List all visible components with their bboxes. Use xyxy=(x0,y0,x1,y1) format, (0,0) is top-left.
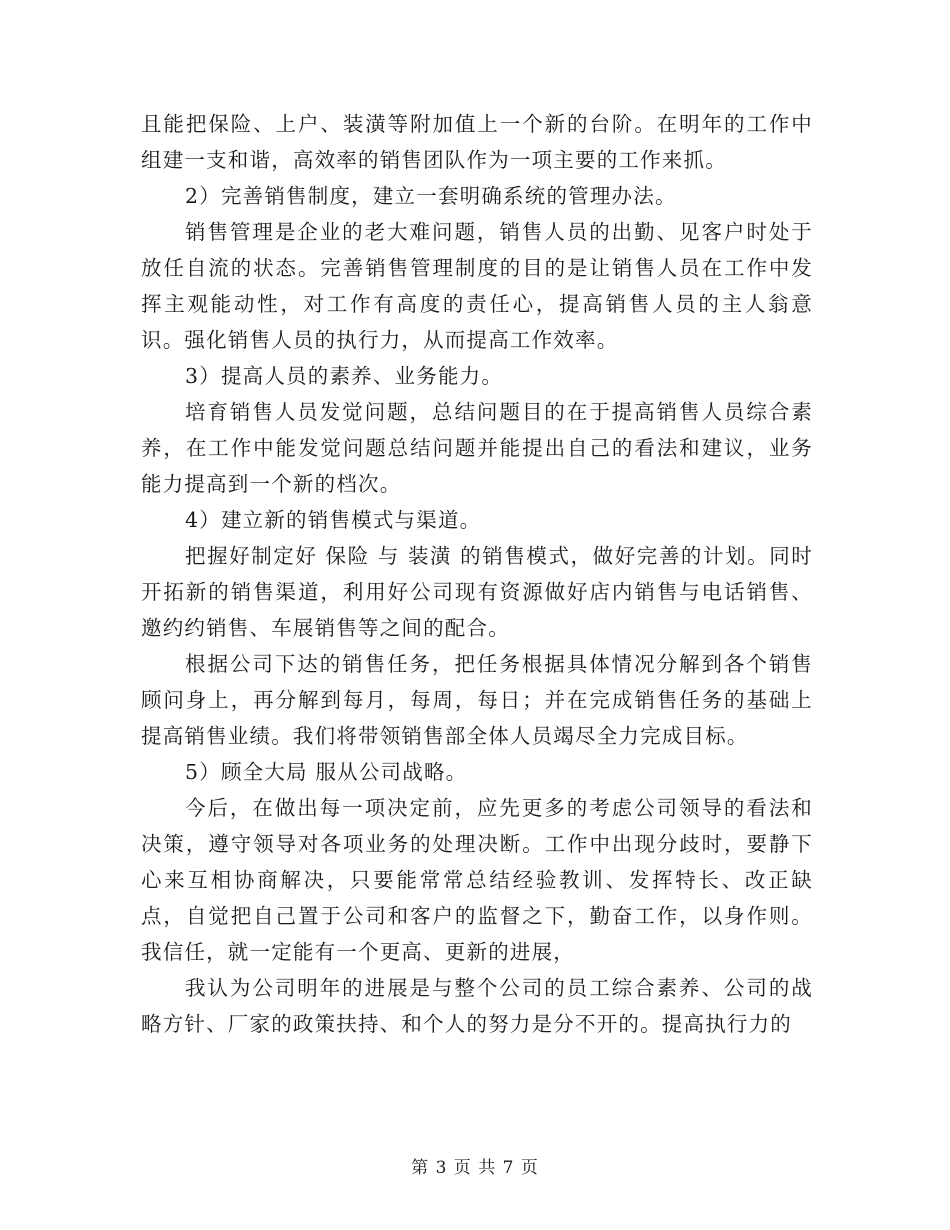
document-body xyxy=(141,106,813,1042)
heading-5-overall-strategy: 5）顾全大局 服从公司战略。 xyxy=(185,760,468,784)
paragraph: 且能把保险、上户、装潢等附加值上一个新的台阶。在明年的工作中组建一支和谐，高效率的销售团队作为一项主要的工作来抓。 xyxy=(141,112,813,172)
paragraph: 培育销售人员发觉问题，总结问题目的在于提高销售人员综合素养，在工作中能发觉问题总结问题并能提出自己的看法和建议，业务能力提高到一个新的档次。 xyxy=(141,400,813,496)
paragraph: 根据公司下达的销售任务，把任务根据具体情况分解到各个销售顾问身上，再分解到每月，每周，每日；并在完成销售任务的基础上提高销售业绩。我们将带领销售部全体人员竭尽全力完成目标。 xyxy=(141,652,813,748)
paragraph: 今后，在做出每一项决定前，应先更多的考虑公司领导的看法和决策，遵守领导对各项业务的处理决断。工作中出现分歧时，要静下心来互相协商解决，只要能常常总结经验教训、发挥特长、改正缺点，自觉把自己置于公司和客户的监督之下，勤奋工作，以身作则。我信任，就一定能有一个更高、更新的进展， xyxy=(141,796,813,964)
paragraph: 销售管理是企业的老大难问题，销售人员的出勤、见客户时处于放任自流的状态。完善销售管理制度的目的是让销售人员在工作中发挥主观能动性，对工作有高度的责任心，提高销售人员的主人翁意识。强化销售人员的执行力，从而提高工作效率。 xyxy=(141,220,813,352)
page-footer: 第 3 页 共 7 页 xyxy=(411,1158,539,1178)
paragraph: 把握好制定好 保险 与 装潢 的销售模式，做好完善的计划。同时开拓新的销售渠道，利用好公司现有资源做好店内销售与电话销售、邀约约销售、车展销售等之间的配合。 xyxy=(141,544,813,640)
heading-2-sales-system: 2）完善销售制度，建立一套明确系统的管理办法。 xyxy=(185,184,677,208)
heading-3-staff-quality: 3）提高人员的素养、业务能力。 xyxy=(185,364,504,388)
paragraph: 我认为公司明年的进展是与整个公司的员工综合素养、公司的战略方针、厂家的政策扶持、和个人的努力是分不开的。提高执行力的 xyxy=(141,976,813,1036)
heading-4-sales-model: 4）建立新的销售模式与渠道。 xyxy=(185,508,482,532)
